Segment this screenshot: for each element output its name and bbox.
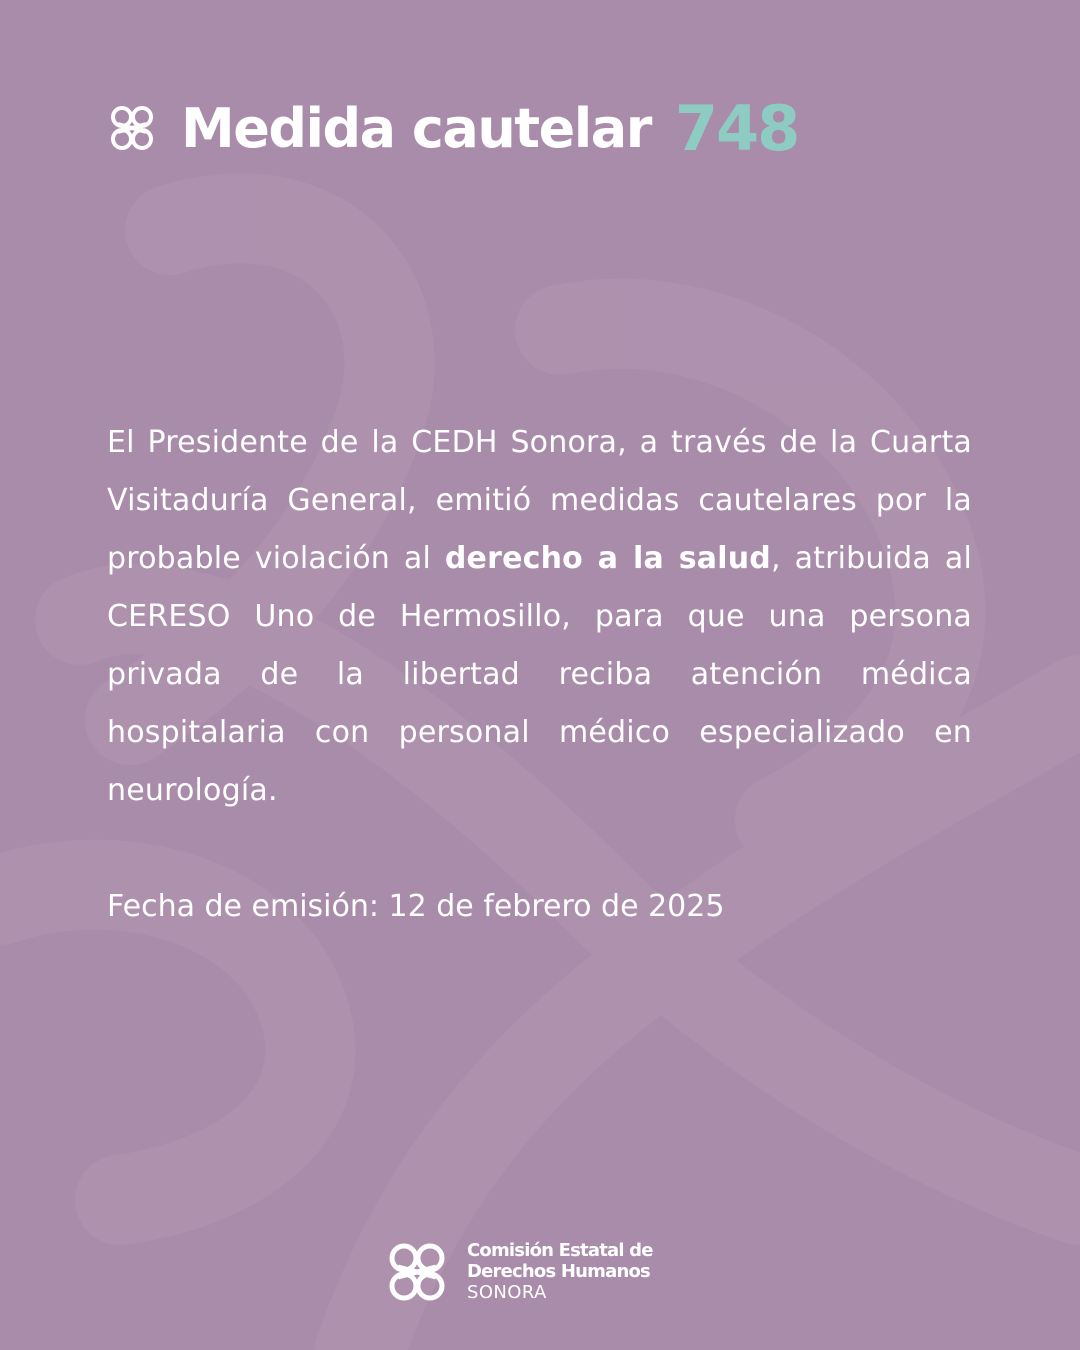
body-text-emphasis: derecho a la salud: [444, 541, 771, 576]
organization-name: [467, 1240, 653, 1303]
body-text-part-2: , atribuida al CERESO Uno de Hermosillo, para que una persona privada de la libertad reciba atención médica hospitalaria con personal médico especializado en neurología.: [107, 541, 973, 808]
header: [107, 88, 798, 168]
body-paragraph: [107, 414, 972, 820]
cedh-knot-icon: [385, 1241, 449, 1303]
cedh-knot-icon: [107, 103, 157, 153]
footer-brand: [385, 1240, 653, 1303]
organization-state: SONORA: [467, 1282, 547, 1303]
organization-name-line-2: Derechos Humanos: [467, 1261, 650, 1282]
issue-date: Fecha de emisión: 12 de febrero de 2025: [107, 889, 725, 924]
page-title: Medida cautelar: [181, 96, 651, 160]
body-text-part-1: El Presidente de la CEDH Sonora, a través de la Cuarta Visitaduría General, emitió medidas cautelares por la probable violación al: [107, 425, 972, 576]
measure-number: 748: [674, 91, 799, 165]
organization-name-line-1: Comisión Estatal de: [467, 1240, 653, 1261]
